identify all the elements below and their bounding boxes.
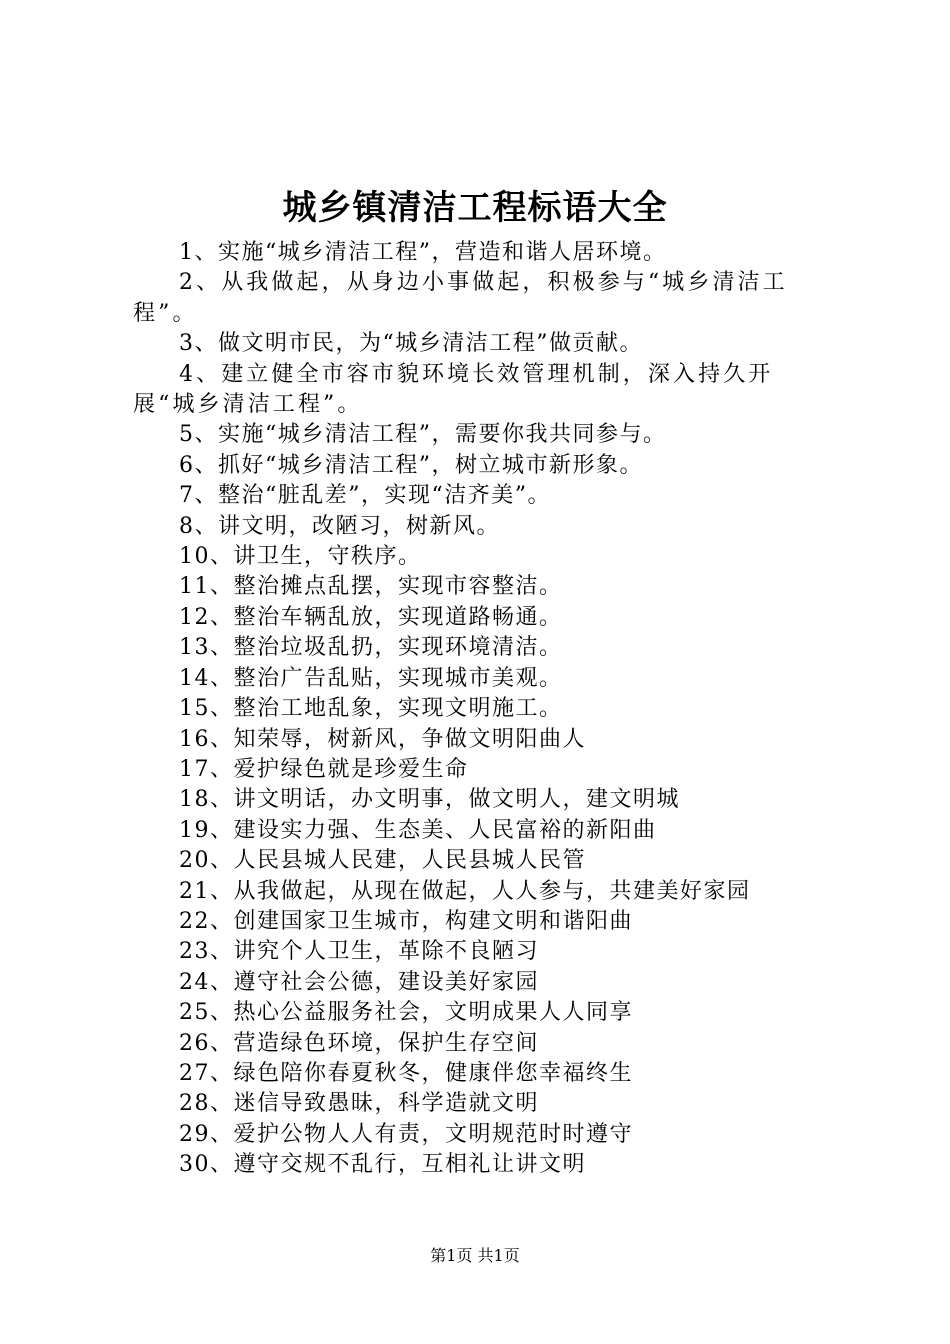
slogan-item: 14、整治广告乱贴，实现城市美观。 [179, 665, 563, 691]
slogan-item: 20、人民县城人民建，人民县城人民管 [179, 848, 586, 874]
slogan-item: 4、建立健全市容市貌环境长效管理机制，深入持久开展“城乡清洁工程”。 [133, 361, 774, 418]
slogan-item: 10、讲卫生，守秩序。 [179, 544, 422, 570]
slogan-item: 6、抓好“城乡清洁工程”，树立城市新形象。 [179, 452, 643, 478]
slogan-item: 29、爱护公物人人有责，文明规范时时遵守 [179, 1121, 633, 1147]
slogan-item: 23、讲究个人卫生，革除不良陋习 [179, 939, 539, 965]
document-title: 城乡镇清洁工程标语大全 [282, 188, 668, 228]
slogan-list [133, 238, 835, 1181]
slogan-item: 21、从我做起，从现在做起，人人参与，共建美好家园 [179, 878, 751, 904]
slogan-item: 7、整治“脏乱差”，实现“洁齐美”。 [179, 483, 551, 509]
page-footer: 第1页 共1页 [430, 1246, 520, 1265]
slogan-item: 17、爱护绿色就是珍爱生命 [179, 756, 469, 782]
slogan-item: 12、整治车辆乱放，实现道路畅通。 [179, 604, 563, 630]
slogan-item: 24、遵守社会公德，建设美好家园 [179, 969, 539, 995]
slogan-item: 22、创建国家卫生城市，构建文明和谐阳曲 [179, 908, 633, 934]
slogan-item: 13、整治垃圾乱扔，实现环境清洁。 [179, 635, 563, 661]
slogan-item: 28、迷信导致愚昧，科学造就文明 [179, 1091, 539, 1117]
slogan-item: 2、从我做起，从身边小事做起，积极参与“城乡清洁工程”。 [133, 270, 788, 326]
slogan-item: 1、实施“城乡清洁工程”，营造和谐人居环境。 [179, 240, 667, 265]
slogan-item: 19、建设实力强、生态美、人民富裕的新阳曲 [179, 817, 657, 843]
slogan-item: 15、整治工地乱象，实现文明施工。 [179, 696, 563, 722]
slogan-item: 25、热心公益服务社会，文明成果人人同享 [179, 1000, 633, 1026]
slogan-item: 3、做文明市民，为“城乡清洁工程”做贡献。 [179, 331, 643, 357]
slogan-item: 18、讲文明话，办文明事，做文明人，建文明城 [179, 787, 680, 813]
slogan-item: 11、整治摊点乱摆，实现市容整洁。 [179, 574, 563, 600]
slogan-item: 5、实施“城乡清洁工程”，需要你我共同参与。 [179, 422, 667, 448]
slogan-item: 8、讲文明，改陋习，树新风。 [179, 513, 500, 539]
slogan-item: 16、知荣辱，树新风，争做文明阳曲人 [179, 726, 586, 752]
slogan-item: 26、营造绿色环境，保护生存空间 [179, 1030, 539, 1056]
slogan-item: 30、遵守交规不乱行，互相礼让讲文明 [179, 1152, 586, 1178]
slogan-item: 27、绿色陪你春夏秋冬，健康伴您幸福终生 [179, 1060, 633, 1086]
